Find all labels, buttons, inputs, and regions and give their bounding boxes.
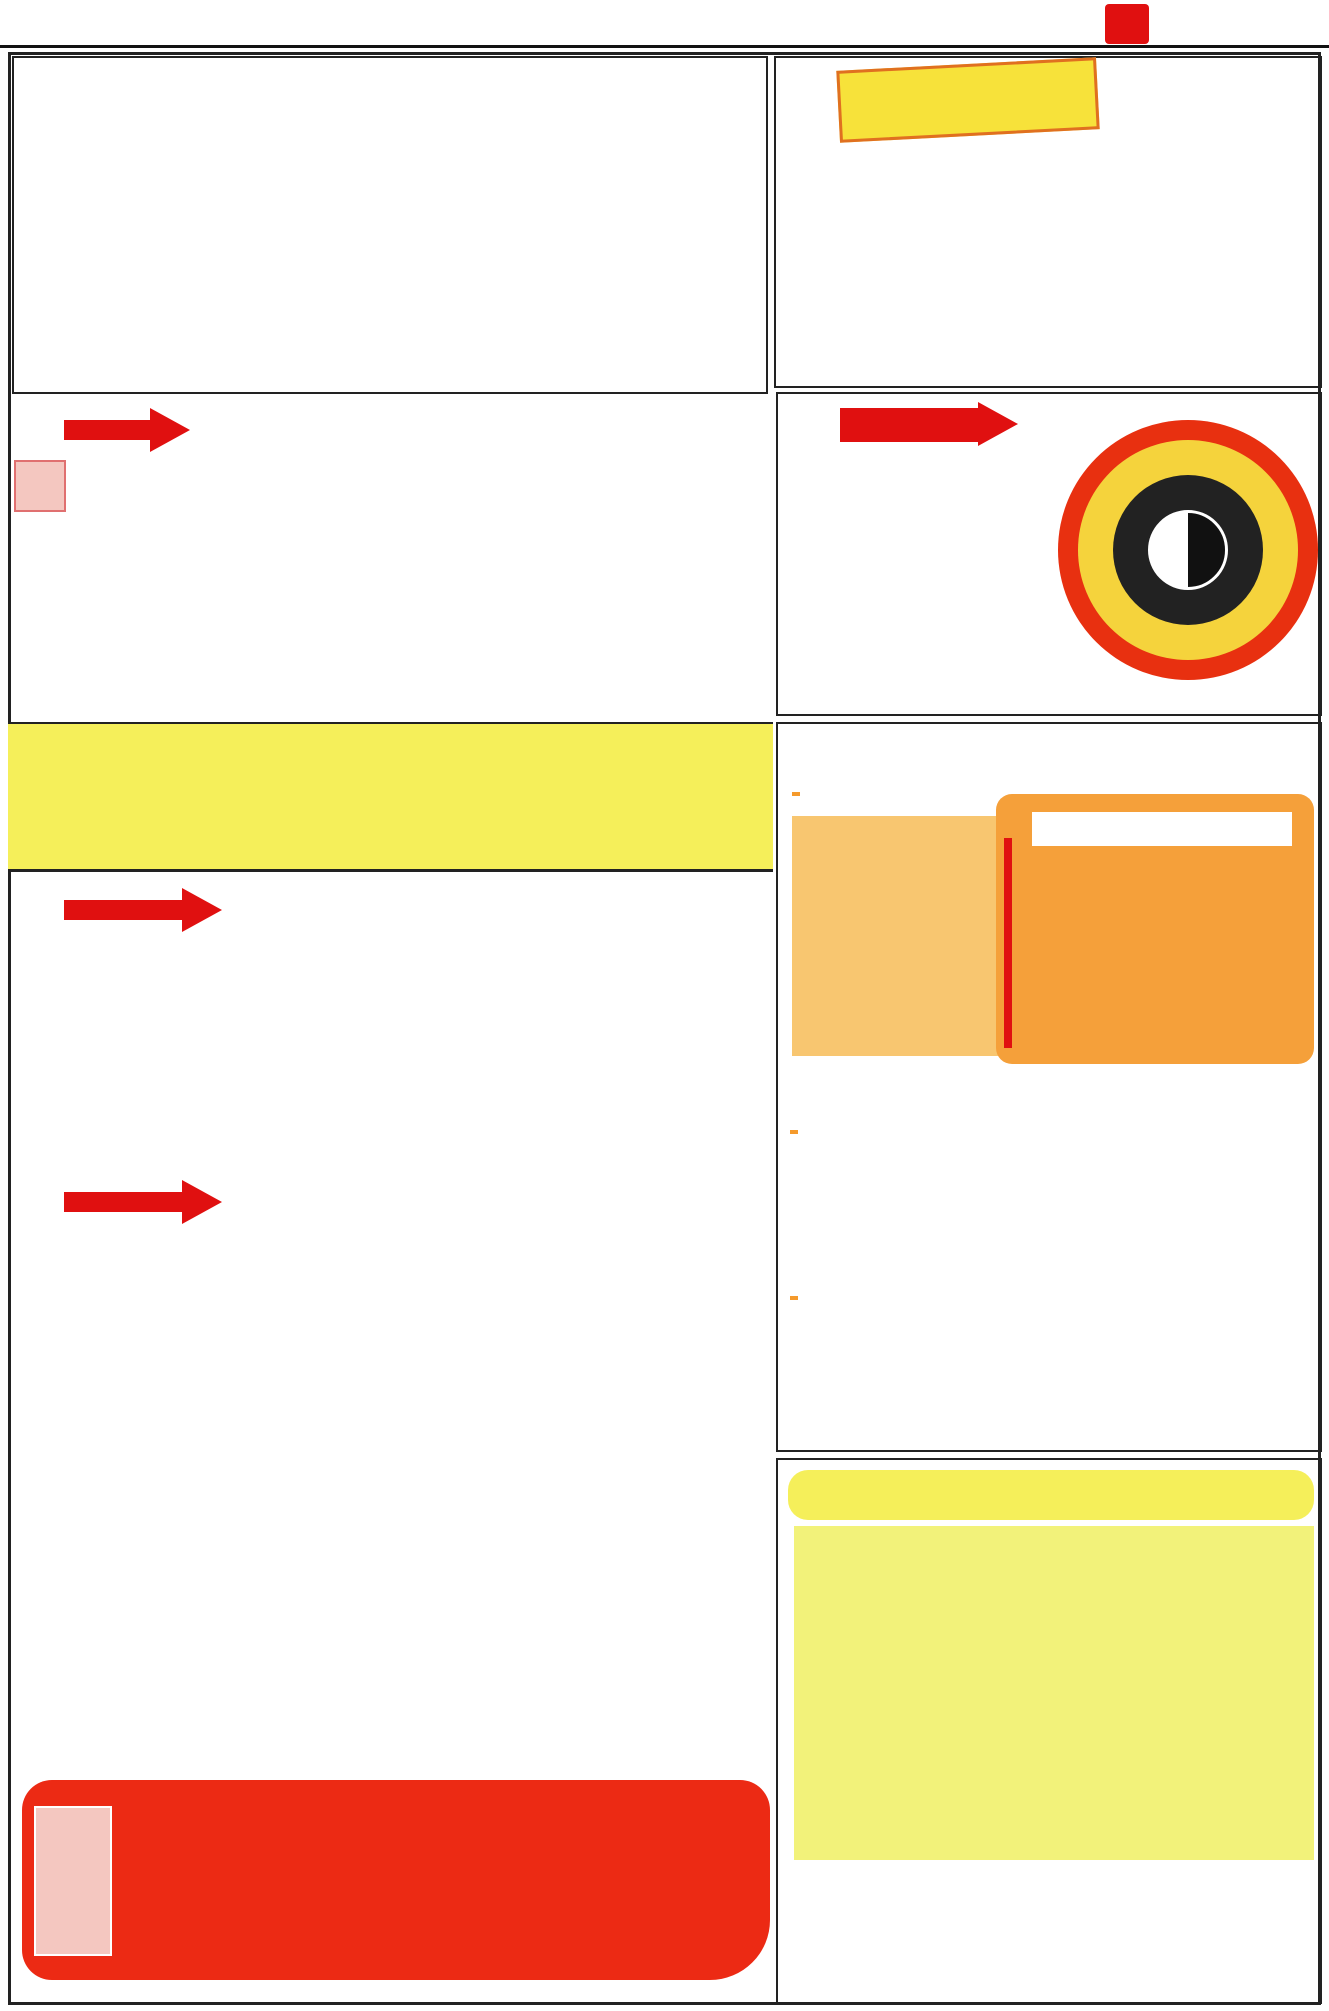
up-arrow-icon [1004, 838, 1012, 1048]
review-title [1032, 812, 1292, 846]
arrow-icon [64, 1192, 184, 1212]
arrow-head-icon [978, 402, 1018, 446]
section-c [12, 1170, 772, 1420]
draw-calendar [774, 56, 1322, 388]
dlt-title [788, 1470, 1314, 1520]
review-box [996, 794, 1314, 1064]
page-header [0, 0, 1329, 48]
section-d-subtitle [840, 408, 980, 442]
arrow-head-icon [182, 888, 222, 932]
brain-teaser [22, 1780, 770, 1980]
digest-logo [1105, 4, 1149, 44]
badge-2 [790, 1130, 798, 1134]
jiuba-section [776, 722, 1322, 1452]
arrow-icon [64, 900, 184, 920]
blank-ad-box [12, 56, 768, 394]
desc-red [12, 568, 222, 698]
dlt-section [776, 1458, 1322, 2004]
desc-black [12, 464, 224, 564]
badge-3 [790, 1296, 798, 1300]
dlt-trend-grid [794, 1526, 1314, 1860]
section-a [12, 398, 772, 718]
hot-codes [8, 722, 773, 872]
arrow-head-icon [182, 1180, 222, 1224]
section-b [12, 878, 772, 1158]
section-d [776, 392, 1322, 716]
zodiac-wheel-icon [1058, 420, 1318, 680]
yin-yang-icon [1113, 475, 1263, 625]
calendar-brand [836, 57, 1099, 143]
badge-1 [792, 792, 800, 796]
arrow-head-icon [150, 408, 190, 452]
brain-label [34, 1806, 112, 1956]
arrow-icon [64, 420, 152, 440]
